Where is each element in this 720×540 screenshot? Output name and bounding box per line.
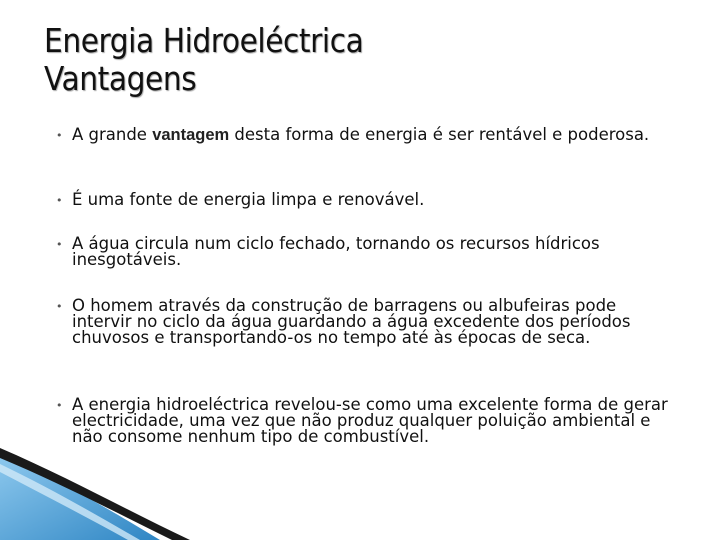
slide-title — [44, 22, 363, 98]
title-line-2: Vantagens — [44, 59, 197, 98]
bullet-dot: • — [56, 238, 63, 251]
bullet-text-before: A grande — [72, 125, 153, 145]
corner-decoration — [0, 440, 200, 540]
bullet-text: A energia hidroeléctrica revelou-se como uma excelente forma de gerar electricidade, uma vez que não produz qualquer poluição ambiental e não consome nenhum tipo de combustível. — [72, 395, 668, 447]
bullet-text-after: desta forma de energia é ser rentável e poderosa. — [229, 125, 650, 145]
bullet-dot: • — [56, 194, 63, 207]
title-line-1: Energia Hidroeléctrica — [44, 21, 364, 60]
bullet-highlight: vantagem — [152, 125, 230, 144]
bullet-dot: • — [56, 399, 63, 412]
bullet-text: É uma fonte de energia limpa e renovável. — [72, 190, 425, 210]
bullet-text — [72, 127, 673, 143]
bullet-dot: • — [56, 129, 63, 142]
bullet-dot: • — [56, 300, 63, 313]
bullet-text: O homem através da construção de barragens ou albufeiras pode intervir no ciclo da água guardando a água excedente dos períodos chuvosos e transportando-os no tempo até às épocas de seca. — [72, 296, 631, 348]
bullet-text: A água circula num ciclo fechado, tornando os recursos hídricos inesgotáveis. — [72, 234, 600, 270]
